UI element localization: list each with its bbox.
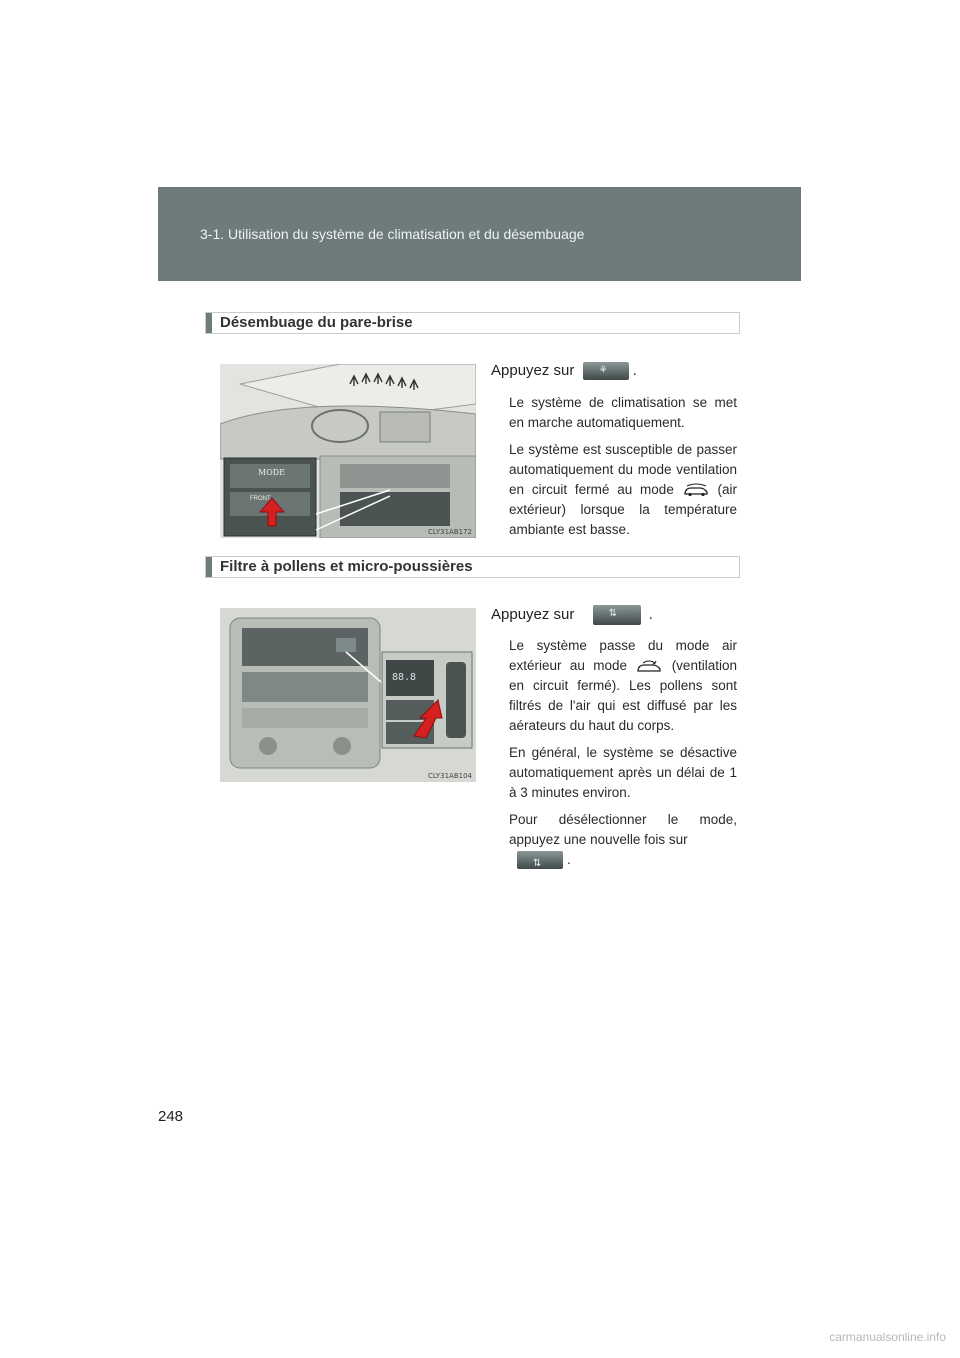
paragraph <box>509 440 737 540</box>
paragraph <box>509 636 737 736</box>
dashboard-illustration <box>220 364 476 538</box>
chapter-title: 3-1. Utilisation du système de climatisation et du désembuage <box>200 226 585 242</box>
instruction-period: . <box>632 362 637 379</box>
pollen-filter-icon: ⇅ <box>533 858 542 870</box>
pollen-filter-button[interactable] <box>593 605 641 625</box>
defroster-icon: ⚘ <box>598 365 608 377</box>
pollen-filter-button-inline[interactable] <box>517 851 563 869</box>
section2-body <box>509 636 737 877</box>
paragraph-part: Le système est susceptible de passer automatiquement du mode ventilation en circuit fermé au mode <box>509 442 737 497</box>
console-illustration <box>220 608 476 782</box>
figure-code: CLY31AB104 <box>428 772 472 780</box>
paragraph-part: (air extérieur) lorsque la température ambiante est basse. <box>509 482 737 537</box>
paragraph-part: . <box>567 852 571 867</box>
section1-body <box>509 393 737 547</box>
front-label: FRONT <box>250 496 271 502</box>
paragraph: Le système de climatisation se met en marche automatiquement. <box>509 395 737 430</box>
pollen-figure <box>220 608 476 782</box>
figure-code: CLY31AB172 <box>428 528 472 536</box>
instruction-text: Appuyez sur <box>491 605 575 623</box>
instruction-line <box>491 362 637 380</box>
watermark: carmanualsonline.info <box>829 1330 946 1344</box>
outside-air-icon <box>682 483 710 497</box>
defog-figure <box>220 364 476 538</box>
instruction-period: . <box>648 605 653 623</box>
instruction-line <box>491 605 653 625</box>
section-accent <box>206 313 212 333</box>
paragraph <box>509 810 737 870</box>
chapter-header <box>158 187 801 281</box>
paragraph: En général, le système se désactive automatiquement après un délai de 1 à 3 minutes environ. <box>509 745 737 800</box>
instruction-text: Appuyez sur <box>491 362 575 379</box>
section-title-bar <box>205 312 740 334</box>
paragraph-part: (ventilation en circuit fermé). Les pollens sont filtrés de l'air qui est diffusé par les aérateurs du haut du corps. <box>509 658 737 733</box>
mode-label: MODE <box>258 468 286 477</box>
section-title: Désembuage du pare-brise <box>220 314 413 331</box>
page-number: 248 <box>158 1108 184 1125</box>
panel-display: 88.8 <box>392 672 417 683</box>
paragraph-part: Le système passe du mode air extérieur au mode <box>509 638 737 673</box>
paragraph-part: Pour désélectionner le mode, appuyez une nouvelle fois sur <box>509 812 737 847</box>
section-title: Filtre à pollens et micro-poussières <box>220 558 473 575</box>
pollen-filter-icon: ⇅ <box>608 608 617 619</box>
front-defog-button[interactable] <box>583 362 629 380</box>
section-accent <box>206 557 212 577</box>
section-title-bar <box>205 556 740 578</box>
recirculation-icon <box>635 659 663 673</box>
